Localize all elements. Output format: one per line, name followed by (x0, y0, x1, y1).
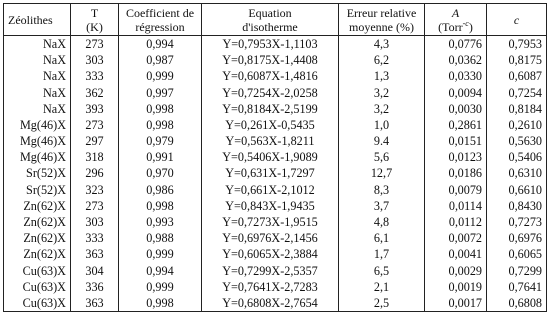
cell-a-constant: 0,0041 (425, 246, 487, 262)
header-err-line2: moyenne (%) (349, 19, 414, 34)
header-eq-line1: Equation (248, 5, 292, 20)
cell-temperature: 363 (71, 246, 119, 262)
table-row (4, 52, 547, 68)
cell-c-constant: 0,8430 (487, 198, 547, 214)
cell-isotherm-equation: Y=0,6808X-2,7654 (202, 295, 339, 312)
table-row (4, 149, 547, 165)
table-row (4, 36, 547, 53)
table-row (4, 263, 547, 279)
cell-regression-coefficient: 0,997 (119, 85, 202, 101)
cell-c-constant: 0,5630 (487, 133, 547, 149)
cell-regression-coefficient: 0,999 (119, 68, 202, 84)
cell-c-constant: 0,7273 (487, 214, 547, 230)
cell-isotherm-equation: Y=0,563X-1,8211 (202, 133, 339, 149)
cell-regression-coefficient: 0,993 (119, 214, 202, 230)
cell-isotherm-equation: Y=0,8175X-1,4408 (202, 52, 339, 68)
cell-zeolithe: Mg(46)X (4, 117, 71, 133)
header-a-symbol: A (451, 5, 460, 20)
cell-a-constant: 0,0151 (425, 133, 487, 149)
cell-temperature: 393 (71, 101, 119, 117)
cell-a-constant: 0,0330 (425, 68, 487, 84)
cell-zeolithe: Cu(63)X (4, 263, 71, 279)
header-a-unit (428, 20, 483, 34)
cell-temperature: 362 (71, 85, 119, 101)
cell-zeolithe: Zn(62)X (4, 214, 71, 230)
cell-isotherm-equation: Y=0,5406X-1,9089 (202, 149, 339, 165)
cell-isotherm-equation: Y=0,631X-1,7297 (202, 166, 339, 182)
cell-c-constant: 0,7953 (487, 36, 547, 53)
cell-c-constant: 0,7641 (487, 279, 547, 295)
cell-regression-coefficient: 0,999 (119, 279, 202, 295)
table-row (4, 214, 547, 230)
table-header (4, 4, 547, 36)
cell-zeolithe: Zn(62)X (4, 230, 71, 246)
cell-a-constant: 0,0017 (425, 295, 487, 312)
cell-temperature: 336 (71, 279, 119, 295)
cell-zeolithe: NaX (4, 36, 71, 53)
cell-c-constant: 0,6976 (487, 230, 547, 246)
cell-isotherm-equation: Y=0,6087X-1,4816 (202, 68, 339, 84)
cell-isotherm-equation: Y=0,8184X-2,5199 (202, 101, 339, 117)
cell-a-constant: 0,0186 (425, 166, 487, 182)
header-err-line1: Erreur relative (346, 5, 417, 20)
cell-regression-coefficient: 0,999 (119, 246, 202, 262)
cell-relative-error: 2,1 (339, 279, 425, 295)
cell-temperature: 296 (71, 166, 119, 182)
cell-zeolithe: Zn(62)X (4, 198, 71, 214)
cell-a-constant: 0,0114 (425, 198, 487, 214)
header-c-constant (487, 4, 547, 36)
cell-relative-error: 3,2 (339, 101, 425, 117)
cell-a-constant: 0,0079 (425, 182, 487, 198)
table-row (4, 85, 547, 101)
cell-relative-error: 6,5 (339, 263, 425, 279)
isotherm-table (3, 3, 547, 312)
cell-zeolithe: Mg(46)X (4, 133, 71, 149)
cell-c-constant: 0,6610 (487, 182, 547, 198)
cell-relative-error: 1,3 (339, 68, 425, 84)
cell-relative-error: 6,2 (339, 52, 425, 68)
cell-a-constant: 0,0030 (425, 101, 487, 117)
table-row (4, 279, 547, 295)
cell-isotherm-equation: Y=0,843X-1,9435 (202, 198, 339, 214)
header-relative-error (339, 4, 425, 36)
cell-isotherm-equation: Y=0,7641X-2,7283 (202, 279, 339, 295)
cell-c-constant: 0,5406 (487, 149, 547, 165)
table-row (4, 198, 547, 214)
cell-relative-error: 3,7 (339, 198, 425, 214)
table-row (4, 246, 547, 262)
cell-regression-coefficient: 0,986 (119, 182, 202, 198)
table-row (4, 101, 547, 117)
cell-relative-error: 2,5 (339, 295, 425, 312)
cell-c-constant: 0,6087 (487, 68, 547, 84)
cell-temperature: 363 (71, 295, 119, 312)
cell-zeolithe: Cu(63)X (4, 295, 71, 312)
table-row (4, 166, 547, 182)
cell-regression-coefficient: 0,979 (119, 133, 202, 149)
cell-c-constant: 0,8184 (487, 101, 547, 117)
cell-c-constant: 0,6310 (487, 166, 547, 182)
cell-zeolithe: Mg(46)X (4, 149, 71, 165)
cell-isotherm-equation: Y=0,661X-2,1012 (202, 182, 339, 198)
cell-temperature: 304 (71, 263, 119, 279)
cell-a-constant: 0,0094 (425, 85, 487, 101)
cell-isotherm-equation: Y=0,6065X-2,3884 (202, 246, 339, 262)
cell-temperature: 303 (71, 214, 119, 230)
table-row (4, 117, 547, 133)
cell-temperature: 273 (71, 117, 119, 133)
cell-isotherm-equation: Y=0,7953X-1,1103 (202, 36, 339, 53)
cell-a-constant: 0,0776 (425, 36, 487, 53)
cell-regression-coefficient: 0,998 (119, 101, 202, 117)
header-zeolithes-label: Zéolithes (8, 12, 53, 27)
cell-regression-coefficient: 0,994 (119, 36, 202, 53)
cell-zeolithe: Sr(52)X (4, 182, 71, 198)
header-a-unit-prefix: (Torr (438, 19, 463, 34)
cell-regression-coefficient: 0,994 (119, 263, 202, 279)
table-row (4, 133, 547, 149)
cell-a-constant: 0,0362 (425, 52, 487, 68)
table-row (4, 68, 547, 84)
header-c-symbol: c (513, 12, 520, 27)
header-temperature (71, 4, 119, 36)
cell-isotherm-equation: Y=0,6976X-2,1456 (202, 230, 339, 246)
header-row (4, 4, 547, 36)
cell-regression-coefficient: 0,998 (119, 295, 202, 312)
cell-zeolithe: NaX (4, 85, 71, 101)
table-body (4, 36, 547, 312)
cell-isotherm-equation: Y=0,261X-0,5435 (202, 117, 339, 133)
cell-relative-error: 4,3 (339, 36, 425, 53)
cell-zeolithe: Zn(62)X (4, 246, 71, 262)
header-temperature-symbol: T (90, 5, 99, 20)
header-isotherm-equation (202, 4, 339, 36)
cell-temperature: 273 (71, 198, 119, 214)
cell-regression-coefficient: 0,988 (119, 230, 202, 246)
cell-zeolithe: NaX (4, 68, 71, 84)
cell-relative-error: 12,7 (339, 166, 425, 182)
cell-c-constant: 0,7254 (487, 85, 547, 101)
cell-temperature: 333 (71, 68, 119, 84)
cell-relative-error: 6,1 (339, 230, 425, 246)
cell-temperature: 297 (71, 133, 119, 149)
cell-c-constant: 0,7299 (487, 263, 547, 279)
table-row (4, 295, 547, 312)
cell-relative-error: 4,8 (339, 214, 425, 230)
cell-relative-error: 1,7 (339, 246, 425, 262)
cell-regression-coefficient: 0,987 (119, 52, 202, 68)
cell-zeolithe: NaX (4, 52, 71, 68)
cell-relative-error: 3,2 (339, 85, 425, 101)
header-regression-coefficient (119, 4, 202, 36)
cell-a-constant: 0,0019 (425, 279, 487, 295)
cell-a-constant: 0,0112 (425, 214, 487, 230)
header-temperature-unit: (K) (86, 19, 103, 34)
cell-temperature: 333 (71, 230, 119, 246)
table-row (4, 182, 547, 198)
cell-regression-coefficient: 0,991 (119, 149, 202, 165)
table-row (4, 230, 547, 246)
cell-temperature: 323 (71, 182, 119, 198)
header-a-unit-exp: -c (462, 18, 469, 28)
header-coef-line2: régression (135, 19, 185, 34)
cell-temperature: 303 (71, 52, 119, 68)
header-eq-line2: d'isotherme (242, 19, 298, 34)
cell-a-constant: 0,0123 (425, 149, 487, 165)
cell-isotherm-equation: Y=0,7273X-1,9515 (202, 214, 339, 230)
cell-relative-error: 8,3 (339, 182, 425, 198)
cell-relative-error: 1,0 (339, 117, 425, 133)
header-zeolithes (4, 4, 71, 36)
cell-regression-coefficient: 0,998 (119, 117, 202, 133)
cell-relative-error: 5,6 (339, 149, 425, 165)
header-a-constant (425, 4, 487, 36)
cell-isotherm-equation: Y=0,7299X-2,5357 (202, 263, 339, 279)
header-coef-line1: Coefficient de (125, 5, 195, 20)
cell-temperature: 273 (71, 36, 119, 53)
cell-c-constant: 0,8175 (487, 52, 547, 68)
cell-zeolithe: Sr(52)X (4, 166, 71, 182)
cell-c-constant: 0,2610 (487, 117, 547, 133)
cell-c-constant: 0,6065 (487, 246, 547, 262)
header-a-unit-suffix: ) (468, 19, 473, 34)
cell-temperature: 318 (71, 149, 119, 165)
cell-relative-error: 9.4 (339, 133, 425, 149)
cell-regression-coefficient: 0,998 (119, 198, 202, 214)
cell-c-constant: 0,6808 (487, 295, 547, 312)
cell-isotherm-equation: Y=0,7254X-2,0258 (202, 85, 339, 101)
cell-regression-coefficient: 0,970 (119, 166, 202, 182)
cell-zeolithe: NaX (4, 101, 71, 117)
cell-a-constant: 0,0029 (425, 263, 487, 279)
cell-a-constant: 0,2861 (425, 117, 487, 133)
cell-zeolithe: Cu(63)X (4, 279, 71, 295)
cell-a-constant: 0,0072 (425, 230, 487, 246)
